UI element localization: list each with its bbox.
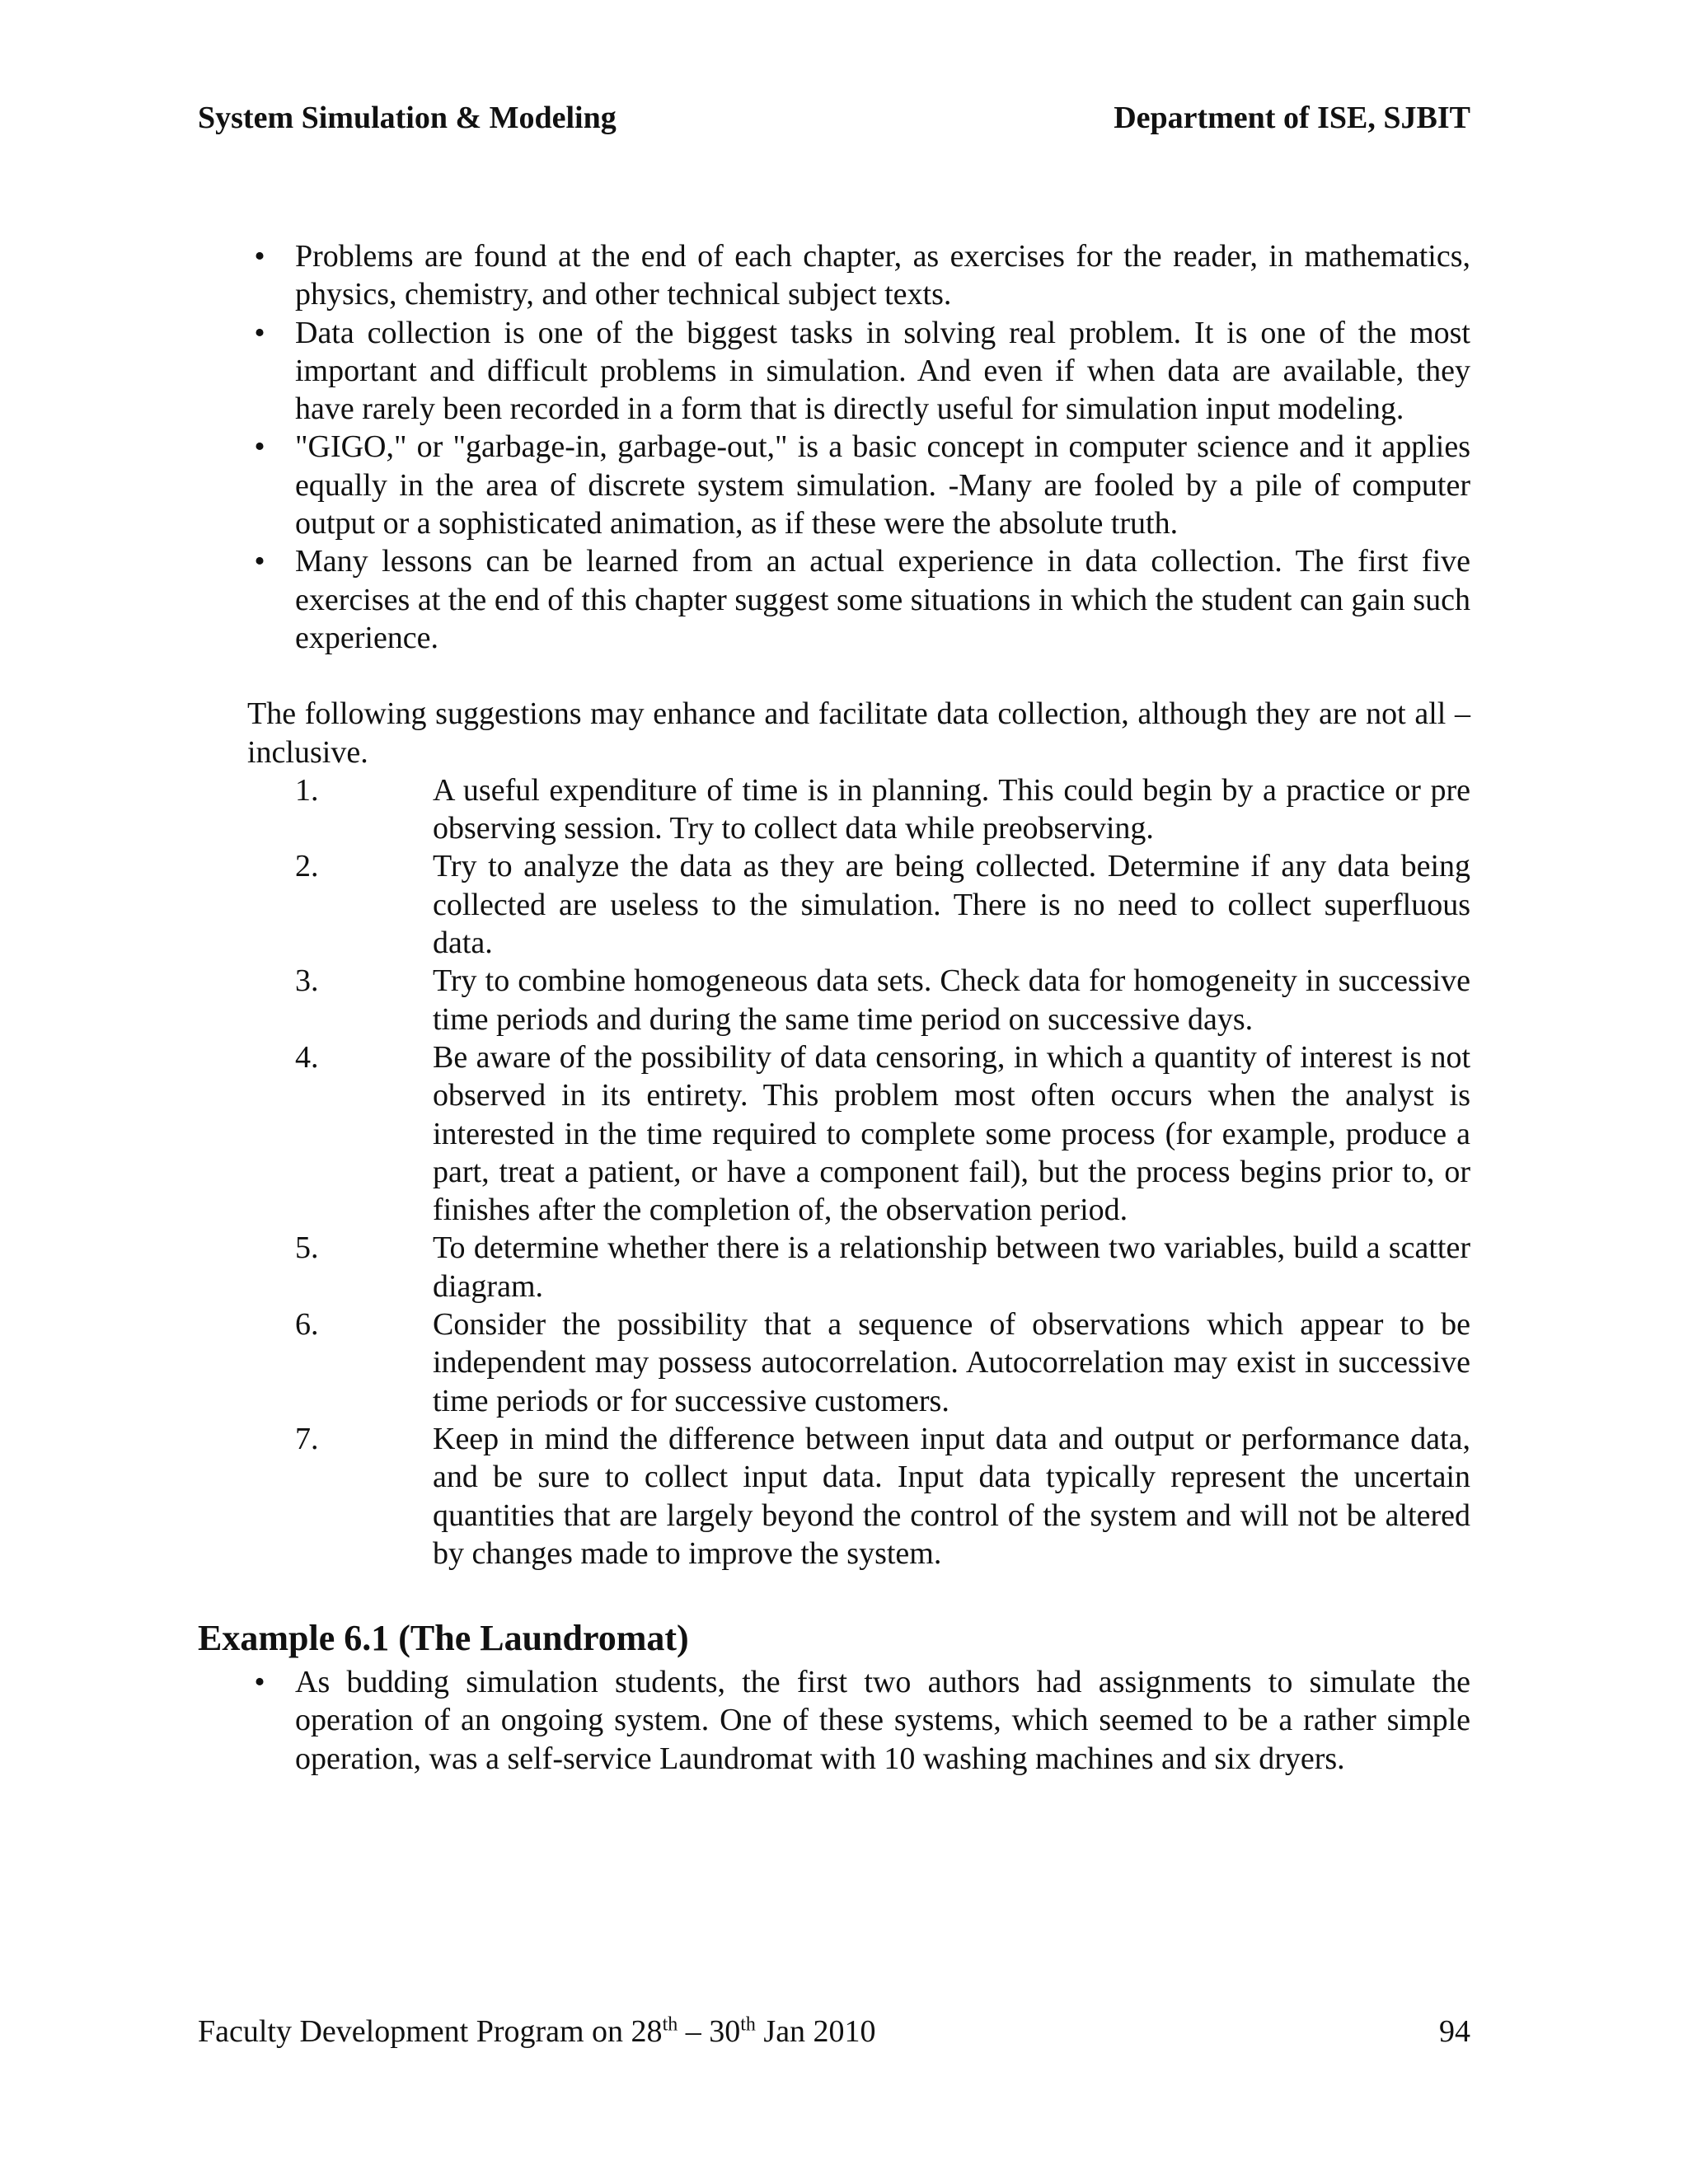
bullet-icon: • <box>254 544 265 579</box>
bullet-icon: • <box>254 429 265 465</box>
suggestion-text: A useful expenditure of time is in planning. This could begin by a practice or pre observing session. Try to collect data while preobserving. <box>433 772 1470 846</box>
suggestion-number: 4. <box>295 1039 319 1075</box>
suggestions-list <box>198 771 1470 1572</box>
suggestion-number: 5. <box>295 1230 319 1266</box>
bullet-icon: • <box>254 315 265 350</box>
suggestion-item <box>198 1305 1470 1420</box>
suggestion-text: To determine whether there is a relationship between two variables, build a scatter diagram. <box>433 1230 1470 1304</box>
example-bullet-list <box>198 1663 1470 1778</box>
bullet-item <box>198 237 1470 314</box>
suggestion-number: 6. <box>295 1307 319 1343</box>
footer-program <box>198 2011 876 2052</box>
suggestion-item <box>198 962 1470 1038</box>
footer-sup-2: th <box>740 2013 756 2036</box>
suggestion-text: Try to combine homogeneous data sets. Check data for homogeneity in successive time periods and during the same time period on successive days. <box>433 963 1470 1037</box>
bullet-icon: • <box>254 1665 265 1700</box>
bullet-item <box>198 542 1470 657</box>
suggestion-item <box>198 1229 1470 1305</box>
bullet-text: Problems are found at the end of each chapter, as exercises for the reader, in mathematics, physics, chemistry, and other technical subject texts. <box>295 239 1470 312</box>
header-course-title: System Simulation & Modeling <box>198 101 617 135</box>
suggestion-text: Consider the possibility that a sequence of observations which appear to be independent may possess autocorrelation. Autocorrelation may exist in successive time periods or for successive customers. <box>433 1307 1470 1418</box>
bullet-text: Many lessons can be learned from an actual experience in data collection. The first five exercises at the end of this chapter suggest some situations in which the student can gain such experience. <box>295 544 1470 655</box>
suggestion-number: 1. <box>295 772 319 808</box>
bullet-icon: • <box>254 239 265 274</box>
suggestion-number: 7. <box>295 1421 319 1456</box>
suggestion-item <box>198 1038 1470 1229</box>
footer-dash: – 30 <box>678 2014 741 2049</box>
suggestion-item <box>198 1420 1470 1572</box>
footer-program-suffix: Jan 2010 <box>755 2014 876 2049</box>
suggestion-text: Try to analyze the data as they are being collected. Determine if any data being collected are useless to the simulation. There is no need to collect superfluous data. <box>433 849 1470 961</box>
bullet-item <box>198 428 1470 542</box>
page-footer <box>198 2011 1470 2052</box>
suggestions-intro: The following suggestions may enhance and facilitate data collection, although they are not all – inclusive. <box>247 696 1470 770</box>
page-content <box>198 237 1470 1778</box>
bullet-text: "GIGO," or "garbage-in, garbage-out," is a basic concept in computer science and it applies equally in the area of discrete system simulation. -Many are fooled by a pile of computer output or a sophisticated animation, as if these were the absolute truth. <box>295 429 1470 541</box>
suggestion-number: 3. <box>295 963 319 999</box>
suggestion-text: Be aware of the possibility of data censoring, in which a quantity of interest is not observed in its entirety. This problem most often occurs when the analyst is interested in the time required to complete some process (for example, produce a part, treat a patient, or have a component fail), but the process begins prior to, or finishes after the completion of, the observation period. <box>433 1039 1470 1228</box>
example-heading: Example 6.1 (The Laundromat) <box>198 1618 689 1659</box>
page-number: 94 <box>1439 2014 1470 2049</box>
suggestion-number: 2. <box>295 849 319 884</box>
bullet-item <box>198 1663 1470 1778</box>
footer-program-prefix: Faculty Development Program on 28 <box>198 2014 663 2049</box>
page-header <box>198 97 1470 138</box>
bullet-item <box>198 314 1470 429</box>
suggestion-text: Keep in mind the difference between input data and output or performance data, and be sure to collect input data. Input data typically represent the uncertain quantities that are largely beyond the control of the system and will not be altered by changes made to improve the system. <box>433 1421 1470 1571</box>
footer-sup-1: th <box>662 2013 678 2036</box>
header-department: Department of ISE, SJBIT <box>1114 101 1470 135</box>
suggestion-item <box>198 847 1470 962</box>
suggestion-item <box>198 771 1470 848</box>
bullet-text: Data collection is one of the biggest tasks in solving real problem. It is one of the most important and difficult problems in simulation. And even if when data are available, they have rarely been recorded in a form that is directly useful for simulation input modeling. <box>295 315 1470 427</box>
bullet-list <box>198 237 1470 657</box>
bullet-text: As budding simulation students, the first two authors had assignments to simulate the operation of an ongoing system. One of these systems, which seemed to be a rather simple operation, was a self-service Laundromat with 10 washing machines and six dryers. <box>295 1665 1470 1776</box>
